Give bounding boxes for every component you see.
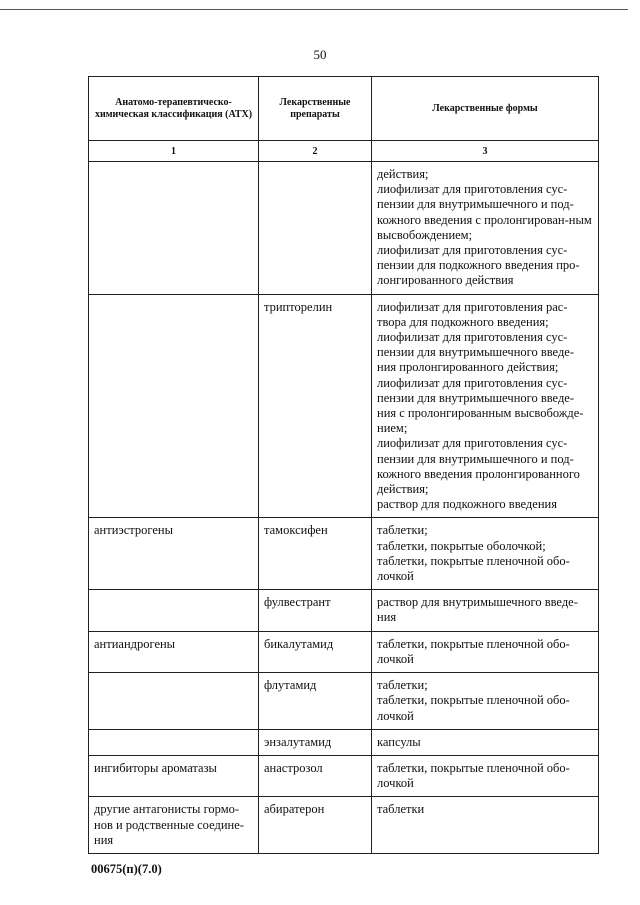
drug-name-cell: флутамид	[259, 673, 372, 730]
column-number: 2	[259, 141, 372, 162]
dosage-form-item: таблетки, покрытые пленочной обо-лочкой	[377, 553, 570, 584]
dosage-forms-cell	[372, 755, 599, 796]
table-row	[89, 518, 599, 590]
drug-name-cell: трипторелин	[259, 294, 372, 518]
dosage-form-item: таблетки, покрытые пленочной обо-лочкой	[377, 693, 570, 723]
dosage-forms-cell	[372, 518, 599, 590]
page-number: 50	[313, 47, 327, 62]
dosage-forms-cell	[372, 797, 599, 854]
dosage-form-item: таблетки, покрытые пленочной обо-лочкой	[377, 636, 570, 666]
table-row	[89, 797, 599, 854]
document-code: 00675(п)(7.0)	[91, 862, 162, 876]
table-row	[89, 673, 599, 730]
drug-name-cell	[259, 162, 372, 295]
atx-class-cell	[89, 294, 259, 518]
top-rule	[0, 9, 628, 10]
drug-name-cell: абиратерон	[259, 797, 372, 854]
dosage-form-item: лиофилизат для приготовления сус-пензии для внутримышечного введе-ния пролонгированного действия;	[377, 330, 575, 375]
dosage-forms-cell	[372, 590, 599, 631]
dosage-form-item: лиофилизат для приготовления сус-пензии для подкожного введения про-лонгированного действия	[377, 243, 580, 288]
dosage-form-item: капсулы	[377, 734, 421, 749]
table-row	[89, 590, 599, 631]
dosage-form-item: лиофилизат для приготовления сус-пензии для внутримышечного и под-кожного введения пролонгированного действия;	[377, 436, 580, 497]
table-body	[89, 162, 599, 854]
table-row	[89, 729, 599, 755]
atx-class-cell: антиэстрогены	[89, 518, 259, 590]
atx-class-cell: антиандрогены	[89, 631, 259, 672]
dosage-forms-cell	[372, 294, 599, 518]
drug-name-cell: фулвестрант	[259, 590, 372, 631]
table-row	[89, 755, 599, 796]
dosage-form-item: лиофилизат для приготовления рас-твора для подкожного введения;	[377, 299, 568, 329]
column-number: 1	[89, 141, 259, 162]
atx-class-cell: другие антагонисты гормо-нов и родственные соедине-ния	[89, 797, 259, 854]
drug-name-cell: анастрозол	[259, 755, 372, 796]
dosage-forms-cell	[372, 631, 599, 672]
atx-class-cell: ингибиторы ароматазы	[89, 755, 259, 796]
header-atx: Анатомо-терапевтическо-химическая классификация (АТХ)	[89, 77, 259, 141]
atx-class-cell	[89, 162, 259, 295]
dosage-forms-cell	[372, 162, 599, 295]
dosage-forms-cell	[372, 673, 599, 730]
header-forms: Лекарственные формы	[372, 77, 599, 141]
dosage-form-item: лиофилизат для приготовления сус-пензии для внутримышечного введе-ния с пролонгированным высвобожде-нием;	[377, 375, 584, 436]
dosage-form-item: таблетки, покрытые пленочной обо-лочкой	[377, 760, 570, 791]
drug-name-cell: бикалутамид	[259, 631, 372, 672]
column-number: 3	[372, 141, 599, 162]
dosage-form-item: раствор для подкожного введения	[377, 497, 557, 512]
table-row	[89, 294, 599, 518]
atx-class-cell	[89, 590, 259, 631]
dosage-form-item: таблетки	[377, 802, 425, 817]
drug-classification-table	[88, 76, 599, 854]
drug-name-cell: энзалутамид	[259, 729, 372, 755]
column-number-row	[89, 141, 599, 162]
dosage-form-item: таблетки;	[377, 678, 428, 693]
header-row	[89, 77, 599, 141]
table-row	[89, 631, 599, 672]
atx-class-cell	[89, 729, 259, 755]
dosage-form-item: раствор для внутримышечного введе-ния	[377, 595, 578, 625]
dosage-form-item: лиофилизат для приготовления сус-пензии для внутримышечного и под-кожного введения с пролонгирован-ным высвобождением;	[377, 182, 592, 242]
dosage-form-item: таблетки;	[377, 523, 428, 538]
dosage-form-item: действия;	[377, 167, 429, 181]
drug-name-cell: тамоксифен	[259, 518, 372, 590]
atx-class-cell	[89, 673, 259, 730]
dosage-forms-cell	[372, 729, 599, 755]
header-drugs: Лекарственные препараты	[259, 77, 372, 141]
table-row	[89, 162, 599, 295]
dosage-form-item: таблетки, покрытые оболочкой;	[377, 538, 546, 553]
